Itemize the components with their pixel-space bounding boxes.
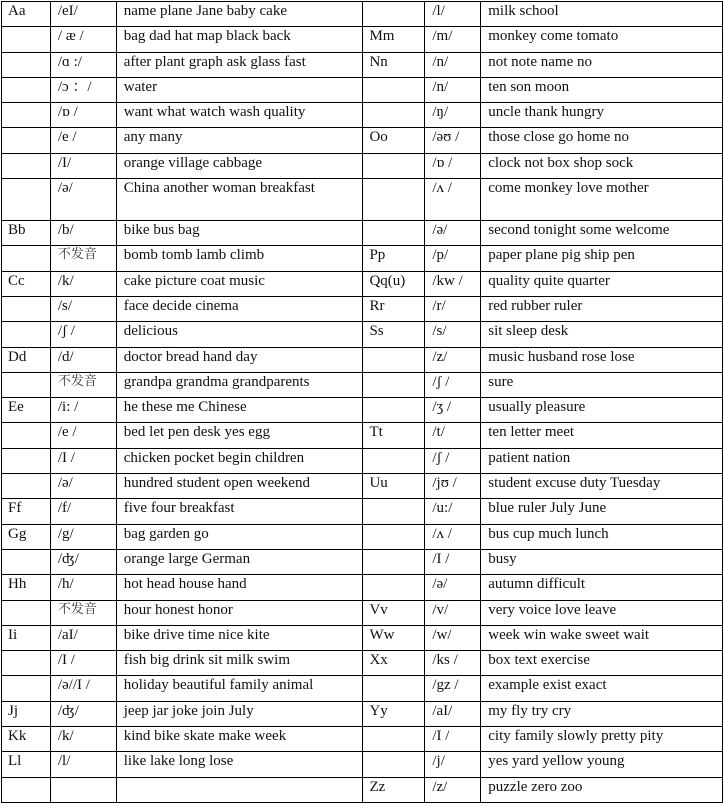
table-row [2, 52, 723, 77]
left-letter-cell: Jj [2, 701, 51, 726]
left-examples-cell: bike bus bag [116, 221, 363, 246]
left-letter-cell [2, 474, 51, 499]
left-phoneme-cell: /k/ [50, 271, 116, 296]
left-examples-cell: water [116, 77, 363, 102]
right-examples-cell: example exist exact [481, 676, 723, 701]
right-phoneme-cell: /ʃ / [425, 448, 481, 473]
right-examples-cell: week win wake sweet wait [481, 625, 723, 650]
right-phoneme-cell: /w/ [425, 625, 481, 650]
right-phoneme-cell: /t/ [425, 423, 481, 448]
left-letter-cell: Ee [2, 398, 51, 423]
right-examples-cell: ten letter meet [481, 423, 723, 448]
table-row [2, 448, 723, 473]
right-letter-cell: Oo [363, 128, 425, 153]
phonics-table [1, 1, 723, 803]
left-phoneme-cell: /I / [50, 651, 116, 676]
right-examples-cell: second tonight some welcome [481, 221, 723, 246]
left-examples-cell: fish big drink sit milk swim [116, 651, 363, 676]
left-examples-cell: he these me Chinese [116, 398, 363, 423]
left-phoneme-cell: /l/ [50, 752, 116, 777]
right-letter-cell [363, 575, 425, 600]
left-examples-cell: China another woman breakfast [116, 179, 363, 221]
left-examples-cell: hour honest honor [116, 600, 363, 625]
right-examples-cell: come monkey love mother [481, 179, 723, 221]
right-letter-cell [363, 153, 425, 178]
left-phoneme-cell: /f/ [50, 499, 116, 524]
right-letter-cell [363, 103, 425, 128]
left-examples-cell: delicious [116, 322, 363, 347]
right-examples-cell: student excuse duty Tuesday [481, 474, 723, 499]
left-phoneme-cell: 不发音 [50, 600, 116, 625]
left-examples-cell: holiday beautiful family animal [116, 676, 363, 701]
right-phoneme-cell: /kw / [425, 271, 481, 296]
right-letter-cell: Qq(u) [363, 271, 425, 296]
left-phoneme-cell: /s/ [50, 296, 116, 321]
left-phoneme-cell: /I/ [50, 153, 116, 178]
left-phoneme-cell: /ə/ [50, 179, 116, 221]
table-row [2, 398, 723, 423]
right-phoneme-cell: /ʃ / [425, 372, 481, 397]
left-letter-cell: Gg [2, 524, 51, 549]
right-phoneme-cell: /s/ [425, 322, 481, 347]
right-examples-cell: patient nation [481, 448, 723, 473]
left-examples-cell: chicken pocket begin children [116, 448, 363, 473]
left-phoneme-cell: /e / [50, 423, 116, 448]
left-examples-cell: jeep jar joke join July [116, 701, 363, 726]
left-phoneme-cell: /b/ [50, 221, 116, 246]
table-row [2, 727, 723, 752]
table-row [2, 27, 723, 52]
table-row [2, 103, 723, 128]
left-phoneme-cell: /k/ [50, 727, 116, 752]
table-row [2, 423, 723, 448]
right-examples-cell: sure [481, 372, 723, 397]
left-examples-cell: bike drive time nice kite [116, 625, 363, 650]
right-phoneme-cell: /ŋ/ [425, 103, 481, 128]
right-letter-cell: Mm [363, 27, 425, 52]
right-phoneme-cell: /n/ [425, 52, 481, 77]
left-examples-cell: like lake long lose [116, 752, 363, 777]
left-phoneme-cell: /eI/ [50, 2, 116, 27]
right-examples-cell: not note name no [481, 52, 723, 77]
right-examples-cell: monkey come tomato [481, 27, 723, 52]
right-examples-cell: ten son moon [481, 77, 723, 102]
left-letter-cell [2, 322, 51, 347]
left-phoneme-cell: /ɒ / [50, 103, 116, 128]
right-examples-cell: bus cup much lunch [481, 524, 723, 549]
table-row [2, 575, 723, 600]
table-row [2, 777, 723, 802]
right-letter-cell: Tt [363, 423, 425, 448]
right-letter-cell [363, 2, 425, 27]
left-letter-cell [2, 153, 51, 178]
right-examples-cell: very voice love leave [481, 600, 723, 625]
right-letter-cell [363, 499, 425, 524]
left-letter-cell: Ii [2, 625, 51, 650]
right-examples-cell: those close go home no [481, 128, 723, 153]
right-examples-cell: blue ruler July June [481, 499, 723, 524]
left-letter-cell [2, 52, 51, 77]
right-letter-cell: Yy [363, 701, 425, 726]
left-letter-cell [2, 296, 51, 321]
left-examples-cell: cake picture coat music [116, 271, 363, 296]
right-letter-cell: Xx [363, 651, 425, 676]
right-examples-cell: yes yard yellow young [481, 752, 723, 777]
left-phoneme-cell: /i: / [50, 398, 116, 423]
left-phoneme-cell: / æ / [50, 27, 116, 52]
left-letter-cell [2, 600, 51, 625]
left-examples-cell: hundred student open weekend [116, 474, 363, 499]
left-letter-cell: Cc [2, 271, 51, 296]
right-phoneme-cell: /ks / [425, 651, 481, 676]
left-letter-cell: Aa [2, 2, 51, 27]
right-letter-cell: Vv [363, 600, 425, 625]
left-examples-cell: want what watch wash quality [116, 103, 363, 128]
left-letter-cell: Ff [2, 499, 51, 524]
left-phoneme-cell: 不发音 [50, 372, 116, 397]
left-examples-cell: bomb tomb lamb climb [116, 246, 363, 271]
right-examples-cell: red rubber ruler [481, 296, 723, 321]
table-row [2, 676, 723, 701]
left-examples-cell: doctor bread hand day [116, 347, 363, 372]
left-phoneme-cell: /e / [50, 128, 116, 153]
left-phoneme-cell: /h/ [50, 575, 116, 600]
table-row [2, 474, 723, 499]
right-examples-cell: music husband rose lose [481, 347, 723, 372]
right-phoneme-cell: /I / [425, 727, 481, 752]
right-examples-cell: sit sleep desk [481, 322, 723, 347]
right-examples-cell: quality quite quarter [481, 271, 723, 296]
left-phoneme-cell: /ɑ :/ [50, 52, 116, 77]
left-letter-cell: Kk [2, 727, 51, 752]
left-examples-cell: orange village cabbage [116, 153, 363, 178]
right-phoneme-cell: /l/ [425, 2, 481, 27]
table-row [2, 179, 723, 221]
left-examples-cell: bag garden go [116, 524, 363, 549]
left-phoneme-cell: /g/ [50, 524, 116, 549]
left-phoneme-cell: /ʤ/ [50, 701, 116, 726]
left-examples-cell [116, 777, 363, 802]
right-letter-cell [363, 347, 425, 372]
right-phoneme-cell: /jʊ / [425, 474, 481, 499]
right-phoneme-cell: /ə/ [425, 575, 481, 600]
right-letter-cell [363, 549, 425, 574]
left-letter-cell [2, 128, 51, 153]
right-phoneme-cell: /aI/ [425, 701, 481, 726]
right-letter-cell: Pp [363, 246, 425, 271]
table-row [2, 752, 723, 777]
left-letter-cell: Dd [2, 347, 51, 372]
right-letter-cell: Zz [363, 777, 425, 802]
left-letter-cell [2, 549, 51, 574]
right-examples-cell: usually pleasure [481, 398, 723, 423]
left-phoneme-cell: /ə//I / [50, 676, 116, 701]
left-phoneme-cell: /ɔ ：/ [50, 77, 116, 102]
table-row [2, 549, 723, 574]
right-phoneme-cell: /gz / [425, 676, 481, 701]
left-examples-cell: any many [116, 128, 363, 153]
table-row [2, 625, 723, 650]
right-letter-cell: Ww [363, 625, 425, 650]
table-row [2, 153, 723, 178]
left-letter-cell [2, 77, 51, 102]
right-letter-cell [363, 372, 425, 397]
right-examples-cell: clock not box shop sock [481, 153, 723, 178]
right-letter-cell [363, 676, 425, 701]
left-letter-cell [2, 423, 51, 448]
right-letter-cell [363, 448, 425, 473]
right-examples-cell: busy [481, 549, 723, 574]
right-phoneme-cell: /v/ [425, 600, 481, 625]
table-row [2, 246, 723, 271]
left-examples-cell: grandpa grandma grandparents [116, 372, 363, 397]
table-row [2, 701, 723, 726]
right-letter-cell [363, 77, 425, 102]
left-phoneme-cell: /ə/ [50, 474, 116, 499]
right-phoneme-cell: /ʌ / [425, 524, 481, 549]
table-row [2, 128, 723, 153]
right-letter-cell [363, 524, 425, 549]
right-phoneme-cell: /z/ [425, 777, 481, 802]
table-row [2, 372, 723, 397]
right-examples-cell: city family slowly pretty pity [481, 727, 723, 752]
left-examples-cell: five four breakfast [116, 499, 363, 524]
left-letter-cell [2, 179, 51, 221]
right-phoneme-cell: /I / [425, 549, 481, 574]
left-phoneme-cell: /I / [50, 448, 116, 473]
left-phoneme-cell: /ʃ / [50, 322, 116, 347]
left-letter-cell [2, 372, 51, 397]
left-letter-cell: Hh [2, 575, 51, 600]
right-examples-cell: milk school [481, 2, 723, 27]
right-letter-cell [363, 727, 425, 752]
left-examples-cell: hot head house hand [116, 575, 363, 600]
right-examples-cell: puzzle zero zoo [481, 777, 723, 802]
left-letter-cell [2, 777, 51, 802]
table-row [2, 651, 723, 676]
right-letter-cell [363, 179, 425, 221]
table-row [2, 296, 723, 321]
right-phoneme-cell: /əʊ / [425, 128, 481, 153]
phonics-table-body [2, 2, 723, 803]
table-row [2, 77, 723, 102]
left-phoneme-cell [50, 777, 116, 802]
left-letter-cell [2, 448, 51, 473]
right-phoneme-cell: /u:/ [425, 499, 481, 524]
right-phoneme-cell: /r/ [425, 296, 481, 321]
right-phoneme-cell: /ʒ / [425, 398, 481, 423]
right-phoneme-cell: /ɒ / [425, 153, 481, 178]
left-examples-cell: kind bike skate make week [116, 727, 363, 752]
table-row [2, 271, 723, 296]
table-row [2, 221, 723, 246]
right-examples-cell: autumn difficult [481, 575, 723, 600]
left-examples-cell: bed let pen desk yes egg [116, 423, 363, 448]
left-letter-cell: Bb [2, 221, 51, 246]
left-letter-cell: Ll [2, 752, 51, 777]
right-phoneme-cell: /ʌ / [425, 179, 481, 221]
left-phoneme-cell: /d/ [50, 347, 116, 372]
right-examples-cell: my fly try cry [481, 701, 723, 726]
left-examples-cell: after plant graph ask glass fast [116, 52, 363, 77]
left-examples-cell: name plane Jane baby cake [116, 2, 363, 27]
left-letter-cell [2, 103, 51, 128]
left-phoneme-cell: /ʤ/ [50, 549, 116, 574]
table-row [2, 600, 723, 625]
left-examples-cell: face decide cinema [116, 296, 363, 321]
right-phoneme-cell: /p/ [425, 246, 481, 271]
right-letter-cell: Ss [363, 322, 425, 347]
table-row [2, 524, 723, 549]
right-phoneme-cell: /j/ [425, 752, 481, 777]
right-letter-cell: Rr [363, 296, 425, 321]
left-letter-cell [2, 246, 51, 271]
right-examples-cell: paper plane pig ship pen [481, 246, 723, 271]
right-letter-cell: Nn [363, 52, 425, 77]
right-examples-cell: uncle thank hungry [481, 103, 723, 128]
left-examples-cell: orange large German [116, 549, 363, 574]
right-letter-cell [363, 752, 425, 777]
right-phoneme-cell: /n/ [425, 77, 481, 102]
table-row [2, 322, 723, 347]
left-letter-cell [2, 651, 51, 676]
table-row [2, 499, 723, 524]
table-row [2, 347, 723, 372]
right-letter-cell [363, 221, 425, 246]
table-row [2, 2, 723, 27]
right-letter-cell [363, 398, 425, 423]
right-examples-cell: box text exercise [481, 651, 723, 676]
right-phoneme-cell: /ə/ [425, 221, 481, 246]
right-letter-cell: Uu [363, 474, 425, 499]
left-phoneme-cell: 不发音 [50, 246, 116, 271]
right-phoneme-cell: /z/ [425, 347, 481, 372]
left-letter-cell [2, 676, 51, 701]
left-examples-cell: bag dad hat map black back [116, 27, 363, 52]
left-letter-cell [2, 27, 51, 52]
right-phoneme-cell: /m/ [425, 27, 481, 52]
left-phoneme-cell: /aI/ [50, 625, 116, 650]
